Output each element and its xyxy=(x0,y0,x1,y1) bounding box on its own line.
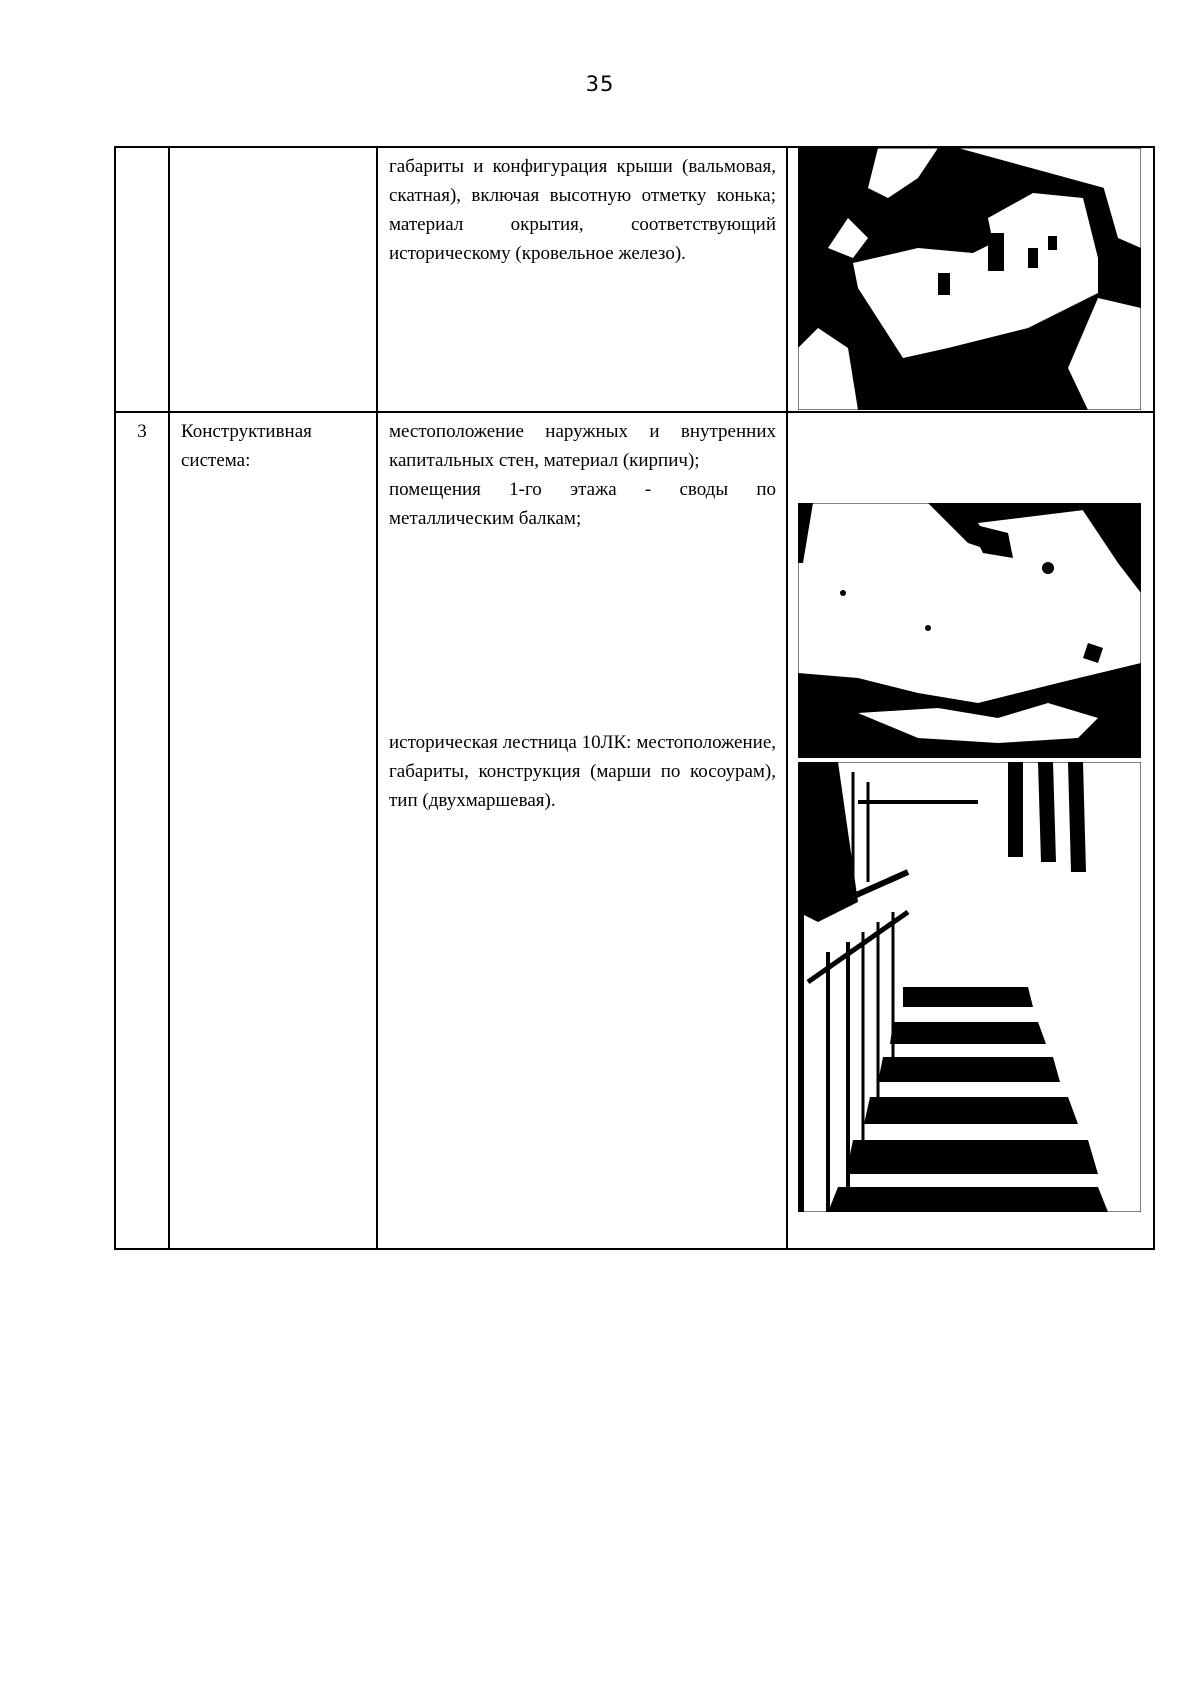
vaulted-ceiling-photo xyxy=(798,503,1153,758)
roof-description: габариты и конфигурация крыши (вальмовая, скатная), включая высотную отметку конька; материал окрытия, соответствующий историческому (кровельное железо). xyxy=(389,156,776,264)
row-photo-cell xyxy=(787,147,1154,412)
staircase-photo xyxy=(798,762,1153,1212)
row-number xyxy=(116,148,168,152)
row-name-cell xyxy=(169,412,377,1249)
row-photo-cell xyxy=(787,412,1154,1249)
table-row xyxy=(115,147,1154,412)
row-name: Конструктивная система: xyxy=(181,421,312,471)
staircase-description: историческая лестница 10ЛК: местоположение, габариты, конструкция (марши по косоурам), тип (двухмаршевая). xyxy=(389,732,776,811)
document-table xyxy=(114,146,1155,1250)
row-name xyxy=(170,148,376,152)
table-row xyxy=(115,412,1154,1249)
vaults-description: помещения 1-го этажа - своды по металлическим балкам; xyxy=(389,479,776,529)
row-number-cell xyxy=(115,412,169,1249)
row-description-cell xyxy=(377,147,787,412)
page-number: 35 xyxy=(585,72,615,96)
row-description-cell xyxy=(377,412,787,1249)
roof-aerial-photo xyxy=(798,148,1153,410)
row-name-cell xyxy=(169,147,377,412)
row-number: 3 xyxy=(137,421,147,442)
walls-description: местоположение наружных и внутренних капитальных стен, материал (кирпич); xyxy=(389,421,776,471)
row-number-cell xyxy=(115,147,169,412)
